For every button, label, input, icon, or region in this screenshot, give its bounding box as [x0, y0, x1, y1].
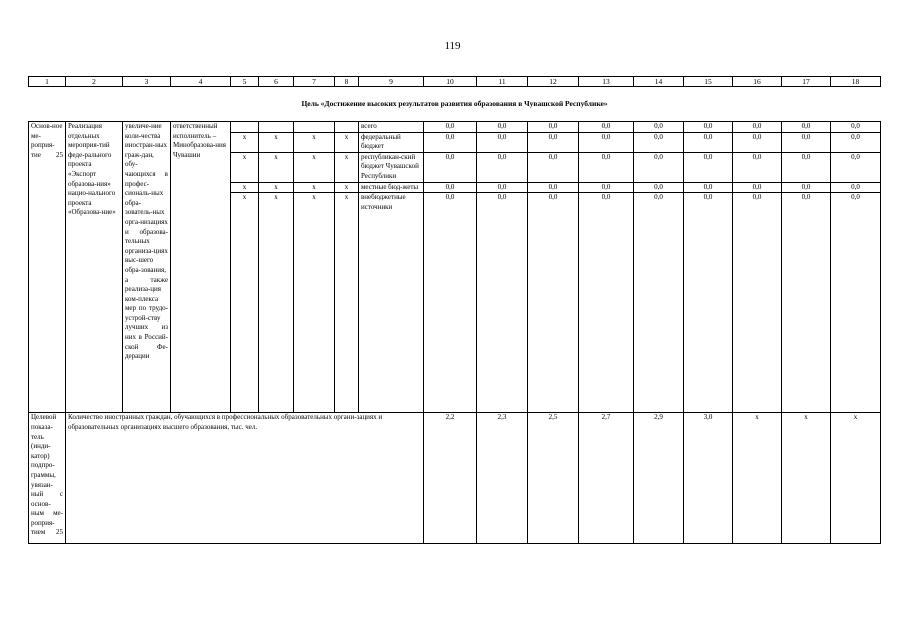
- col-number: 3: [123, 77, 171, 87]
- code-cell: [259, 122, 294, 133]
- value-cell: 0,0: [831, 193, 881, 213]
- code-cell: x: [259, 193, 294, 213]
- value-cell: 0,0: [579, 182, 634, 193]
- value-cell: 0,0: [528, 122, 579, 133]
- code-cell: x: [335, 152, 359, 182]
- indicator-value: 3,0: [684, 413, 733, 544]
- code-cell: x: [294, 193, 335, 213]
- value-cell: 0,0: [424, 152, 477, 182]
- value-cell: 0,0: [733, 122, 782, 133]
- code-cell: x: [335, 182, 359, 193]
- col-number: 4: [171, 77, 231, 87]
- value-cell: 0,0: [528, 132, 579, 152]
- value-cell: 0,0: [782, 132, 831, 152]
- col-number: 14: [634, 77, 684, 87]
- value-cell: 0,0: [424, 182, 477, 193]
- funding-source: федеральный бюджет: [359, 132, 424, 152]
- value-cell: 0,0: [424, 122, 477, 133]
- code-cell: x: [335, 132, 359, 152]
- indicator-type: Целевой показа-тель (инди-катор) подпро-граммы, увязан-ный с основ-ным ме-роприя-тием 25: [29, 413, 66, 544]
- indicator-description: Количество иностранных граждан, обучающихся в профессиональных образовательных органи-зациях и образовательных организациях высшего образования, тыс. чел.: [66, 413, 424, 544]
- code-cell: x: [231, 182, 259, 193]
- value-cell: 0,0: [634, 193, 684, 213]
- code-cell: x: [294, 132, 335, 152]
- value-cell: 0,0: [579, 152, 634, 182]
- col-number: 13: [579, 77, 634, 87]
- col-number: 8: [335, 77, 359, 87]
- code-cell: x: [231, 132, 259, 152]
- code-cell: x: [335, 193, 359, 213]
- col-number: 2: [66, 77, 123, 87]
- value-cell: 0,0: [831, 132, 881, 152]
- code-cell: x: [259, 132, 294, 152]
- event-executor: ответственный исполнитель – Минобразова-ния Чувашии: [171, 122, 231, 413]
- value-cell: 0,0: [733, 193, 782, 213]
- col-number: 7: [294, 77, 335, 87]
- value-cell: 0,0: [782, 122, 831, 133]
- code-cell: [231, 122, 259, 133]
- indicator-value: 2,7: [579, 413, 634, 544]
- indicator-value: x: [831, 413, 881, 544]
- indicator-value: 2,3: [477, 413, 528, 544]
- code-cell: [335, 122, 359, 133]
- col-number: 17: [782, 77, 831, 87]
- goal-row: [29, 87, 881, 122]
- col-number: 16: [733, 77, 782, 87]
- value-cell: 0,0: [831, 152, 881, 182]
- indicator-value: x: [733, 413, 782, 544]
- col-number: 18: [831, 77, 881, 87]
- value-cell: 0,0: [634, 182, 684, 193]
- value-cell: 0,0: [579, 132, 634, 152]
- col-number: 1: [29, 77, 66, 87]
- code-cell: x: [259, 182, 294, 193]
- value-cell: 0,0: [684, 193, 733, 213]
- funding-source: всего: [359, 122, 424, 133]
- budget-table: [28, 76, 881, 544]
- code-cell: [294, 122, 335, 133]
- value-cell: 0,0: [634, 132, 684, 152]
- value-cell: 0,0: [733, 182, 782, 193]
- indicator-value: 2,5: [528, 413, 579, 544]
- value-cell: 0,0: [477, 182, 528, 193]
- value-cell: 0,0: [477, 122, 528, 133]
- col-number: 10: [424, 77, 477, 87]
- value-cell: 0,0: [528, 152, 579, 182]
- code-cell: x: [294, 152, 335, 182]
- value-cell: 0,0: [634, 152, 684, 182]
- funding-source: республикан-ский бюджет Чувашской Республики: [359, 152, 424, 182]
- value-cell: 0,0: [782, 182, 831, 193]
- value-cell: 0,0: [733, 132, 782, 152]
- funding-source: местные бюд-жеты: [359, 182, 424, 193]
- value-cell: 0,0: [684, 132, 733, 152]
- funding-source: внебюджетные источники: [359, 193, 424, 213]
- value-cell: 0,0: [579, 122, 634, 133]
- event-name: Реализация отдельных мероприя-тий феде-рального проекта «Экспорт образова-ния» нацио-нального проекта «Образова-ние»: [66, 122, 123, 413]
- value-cell: 0,0: [528, 193, 579, 213]
- value-cell: 0,0: [831, 182, 881, 193]
- code-cell: x: [294, 182, 335, 193]
- event-type: Основ-ное ме-роприя-тие 25: [29, 122, 66, 413]
- col-number: 9: [359, 77, 424, 87]
- value-cell: 0,0: [782, 193, 831, 213]
- goal-title: Цель «Достижение высоких результатов развития образования в Чувашской Республике»: [29, 87, 881, 122]
- value-cell: 0,0: [634, 122, 684, 133]
- event-goal: увеличе-ние коли-чества иностран-ных граж-дан, обу-чающихся в профес-сиональ-ных обра-зователь-ных орга-низациях и образова-тельных организа-циях выс-шего обра-зования, а также реализа-ция ком-плекса мер по трудо-устрой-ству лучших из них в Россий-ской Фе-дерации: [123, 122, 171, 413]
- value-cell: 0,0: [782, 152, 831, 182]
- col-number: 5: [231, 77, 259, 87]
- col-number: 11: [477, 77, 528, 87]
- code-cell: x: [259, 152, 294, 182]
- value-cell: 0,0: [424, 132, 477, 152]
- value-cell: 0,0: [424, 193, 477, 213]
- indicator-value: 2,2: [424, 413, 477, 544]
- indicator-row: [29, 413, 881, 544]
- value-cell: 0,0: [477, 193, 528, 213]
- value-cell: 0,0: [579, 193, 634, 213]
- value-cell: 0,0: [684, 182, 733, 193]
- value-cell: 0,0: [477, 132, 528, 152]
- value-cell: 0,0: [733, 152, 782, 182]
- col-number: 15: [684, 77, 733, 87]
- header-numbers-row: [29, 77, 881, 87]
- col-number: 6: [259, 77, 294, 87]
- page-number: 119: [444, 40, 461, 52]
- value-cell: 0,0: [684, 152, 733, 182]
- event-row-total: [29, 122, 881, 133]
- code-cell: x: [231, 152, 259, 182]
- value-cell: 0,0: [831, 122, 881, 133]
- col-number: 12: [528, 77, 579, 87]
- value-cell: 0,0: [528, 182, 579, 193]
- indicator-value: x: [782, 413, 831, 544]
- code-cell: x: [231, 193, 259, 213]
- value-cell: 0,0: [684, 122, 733, 133]
- indicator-value: 2,9: [634, 413, 684, 544]
- value-cell: 0,0: [477, 152, 528, 182]
